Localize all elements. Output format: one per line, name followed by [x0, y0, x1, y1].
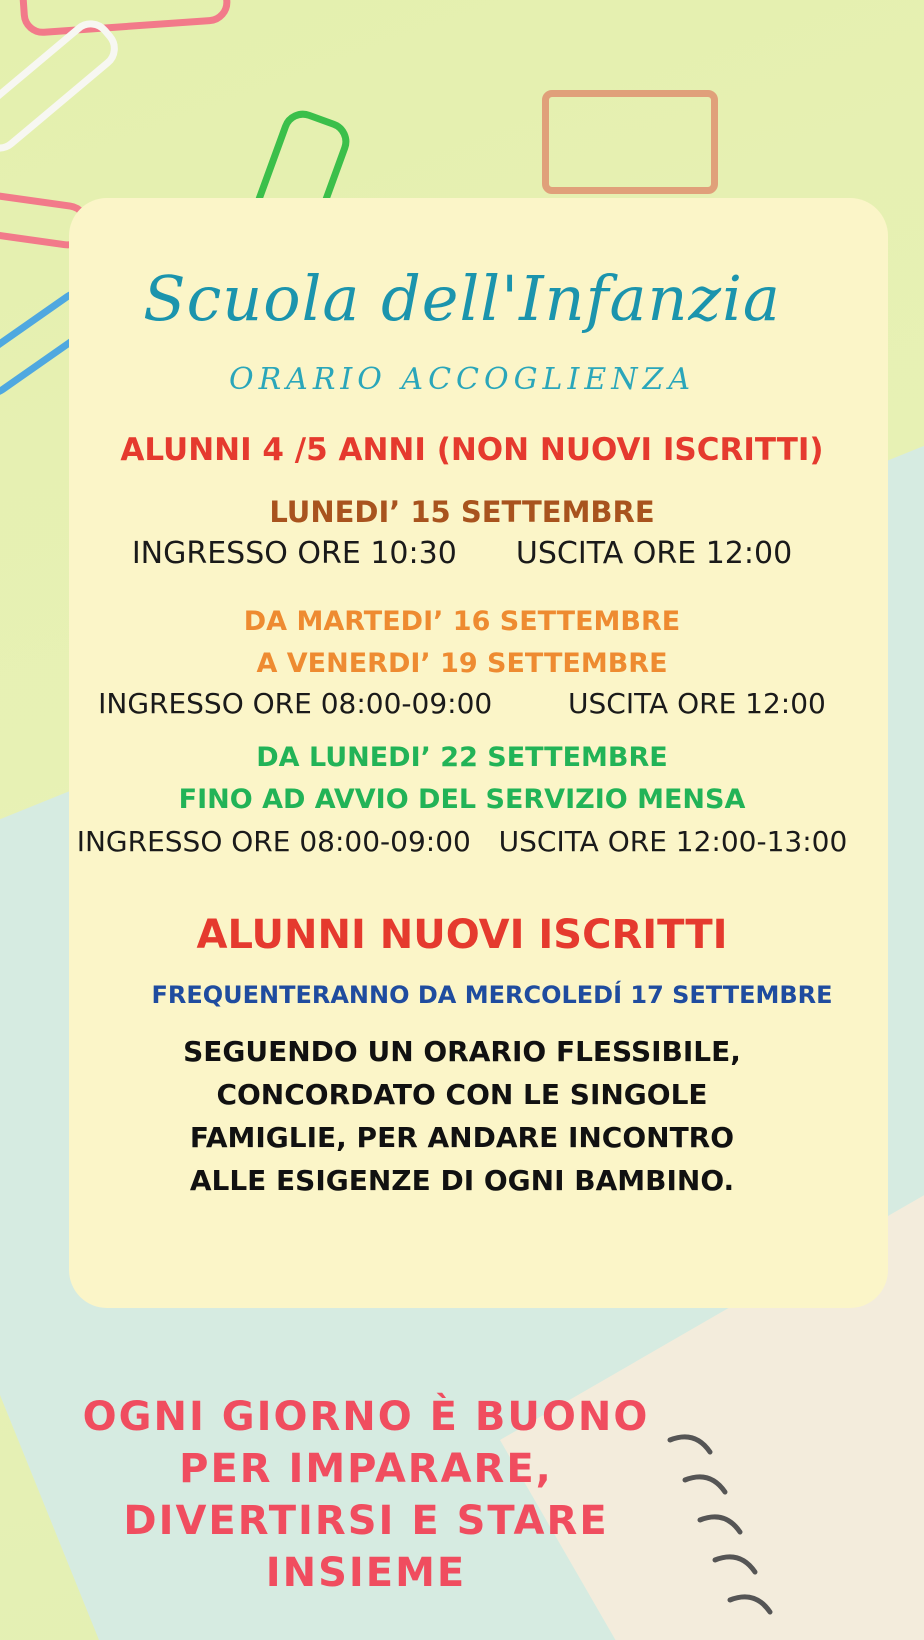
slogan-line: INSIEME: [265, 1550, 467, 1596]
period2-entry: INGRESSO ORE 08:00-09:00: [98, 687, 493, 720]
slogan-line: DIVERTIRSI E STARE: [123, 1498, 609, 1544]
period3-date-end: FINO AD AVVIO DEL SERVIZIO MENSA: [178, 784, 746, 815]
new-students-start-date: FREQUENTERANNO DA MERCOLEDÍ 17 SETTEMBRE: [151, 981, 833, 1009]
period3-entry: INGRESSO ORE 08:00-09:00: [76, 825, 471, 858]
slogan-line: OGNI GIORNO È BUONO: [82, 1394, 650, 1440]
page-subtitle: ORARIO ACCOGLIENZA: [229, 362, 695, 397]
period3-times: [0, 825, 924, 858]
new-students-heading: ALUNNI NUOVI ISCRITTI: [196, 912, 728, 958]
page-title: Scuola dell'Infanzia: [143, 262, 781, 335]
new-students-detail-line: SEGUENDO UN ORARIO FLESSIBILE,: [183, 1035, 741, 1068]
slogan-line: PER IMPARARE,: [179, 1446, 553, 1492]
binder-clip-copper-icon: [542, 90, 718, 194]
new-students-detail-line: CONCORDATO CON LE SINGOLE: [216, 1078, 708, 1111]
period2-times: [0, 687, 924, 720]
period1-date: LUNEDI’ 15 SETTEMBRE: [269, 495, 655, 529]
period3-exit: USCITA ORE 12:00-13:00: [498, 825, 848, 858]
period2-exit: USCITA ORE 12:00: [568, 687, 826, 720]
period1-entry: INGRESSO ORE 10:30: [131, 536, 457, 571]
new-students-detail-line: ALLE ESIGENZE DI OGNI BAMBINO.: [189, 1164, 735, 1197]
period1-times: [0, 536, 924, 571]
period2-date-start: DA MARTEDI’ 16 SETTEMBRE: [243, 606, 681, 637]
period2-date-end: A VENERDI’ 19 SETTEMBRE: [256, 648, 668, 679]
returning-students-heading: ALUNNI 4 /5 ANNI (NON NUOVI ISCRITTI): [120, 432, 824, 468]
period1-exit: USCITA ORE 12:00: [515, 536, 793, 571]
new-students-detail-line: FAMIGLIE, PER ANDARE INCONTRO: [189, 1121, 735, 1154]
period3-date-start: DA LUNEDI’ 22 SETTEMBRE: [256, 742, 668, 773]
